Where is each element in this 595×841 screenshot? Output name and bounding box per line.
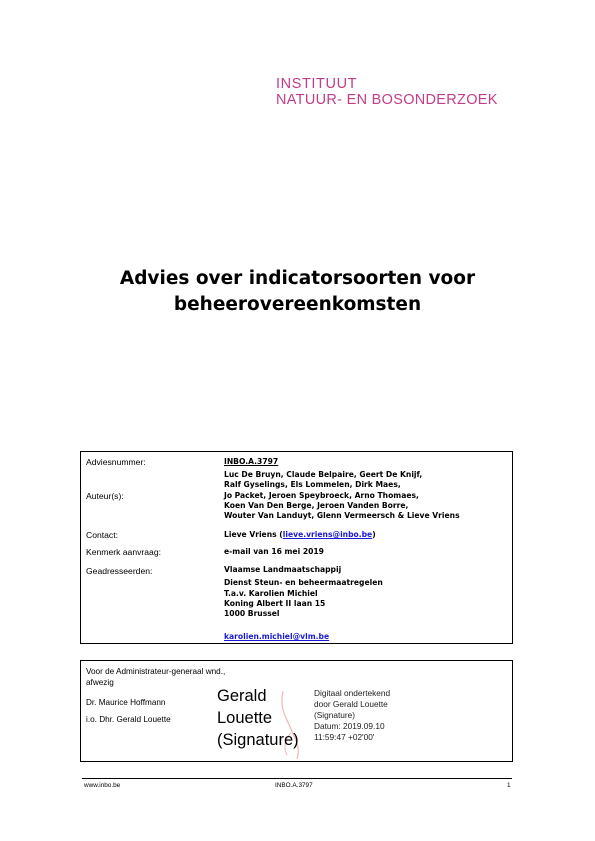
address-email-link[interactable]: karolien.michiel@vlm.be [224,632,330,641]
signature-signer-line: Dr. Maurice Hoffmann [86,698,166,707]
footer-doc-number: INBO.A.3797 [275,782,313,789]
address-line: Dienst Steun- en beheermaatregelen [224,578,383,588]
contact-name: Lieve Vriens [224,530,277,539]
document-title [0,266,595,318]
title-line-1: Advies over indicatorsoorten voor [119,268,476,289]
signature-name [217,685,299,751]
logo-line-1: INSTITUUT [276,76,358,92]
auteurs-line: Jo Packet, Jeroen Speybroeck, Arno Thomaes, [224,490,419,500]
address-line: T.a.v. Karolien Michiel [224,588,318,598]
footer-website: www.inbo.be [84,782,121,789]
auteurs-list [224,470,460,521]
auteurs-line: Koen Van Den Berge, Jeroen Vanden Borre, [224,500,409,510]
auteurs-line: Ralf Gyselings, Els Lommelen, Dirk Maes, [224,480,401,490]
address-line: Koning Albert II laan 15 [224,598,326,608]
signature-role-line: Voor de Administrateur-generaal wnd., [86,667,226,676]
adviesnummer-label: Adviesnummer: [86,457,146,467]
address-line: 1000 Brussel [224,609,280,619]
footer-page-number: 1 [507,782,511,789]
auteurs-line: Luc De Bruyn, Claude Belpaire, Geert De Knijf, [224,470,423,479]
kenmerk-value: e-mail van 16 mei 2019 [224,547,324,556]
contact-paren-close: ) [372,530,376,539]
signature-box [80,660,513,762]
signature-detail-line: 11:59:47 +02'00' [314,732,375,742]
auteurs-line: Wouter Van Landuyt, Glenn Vermeersch & Lieve Vriens [224,511,460,521]
signature-detail-line: (Signature) [314,710,356,720]
signature-name-line: Gerald [217,687,267,705]
signature-detail-line: door Gerald Louette [314,699,388,709]
footer-divider [82,778,512,779]
signature-detail-line: Datum: 2019.09.10 [314,721,385,731]
signature-detail-line: Digitaal ondertekend [314,688,391,698]
signature-onbehalf-line: i.o. Dhr. Gerald Louette [86,715,171,724]
kenmerk-label: Kenmerk aanvraag: [86,547,161,557]
geadresseerden-label: Geadresseerden: [86,566,153,576]
title-line-2: beheerovereenkomsten [173,294,422,315]
contact-email-link[interactable]: lieve.vriens@inbo.be [282,530,373,539]
auteurs-label: Auteur(s): [86,491,124,501]
logo-line-2: NATUUR- EN BOSONDERZOEK [276,92,498,108]
contact-label: Contact: [86,530,119,540]
contact-paren-open: ( [276,530,283,539]
signature-absent-line: afwezig [86,678,114,687]
contact-value [224,530,376,540]
signature-name-line: Louette [217,709,273,727]
signature-name-line: (Signature) [217,731,299,749]
advice-info-box [80,451,513,644]
adviesnummer-value: INBO.A.3797 [224,457,279,466]
address-line: Vlaamse Landmaatschappij [224,565,342,574]
signature-details [314,688,390,743]
inbo-logo [276,76,498,108]
address-block [224,565,383,619]
